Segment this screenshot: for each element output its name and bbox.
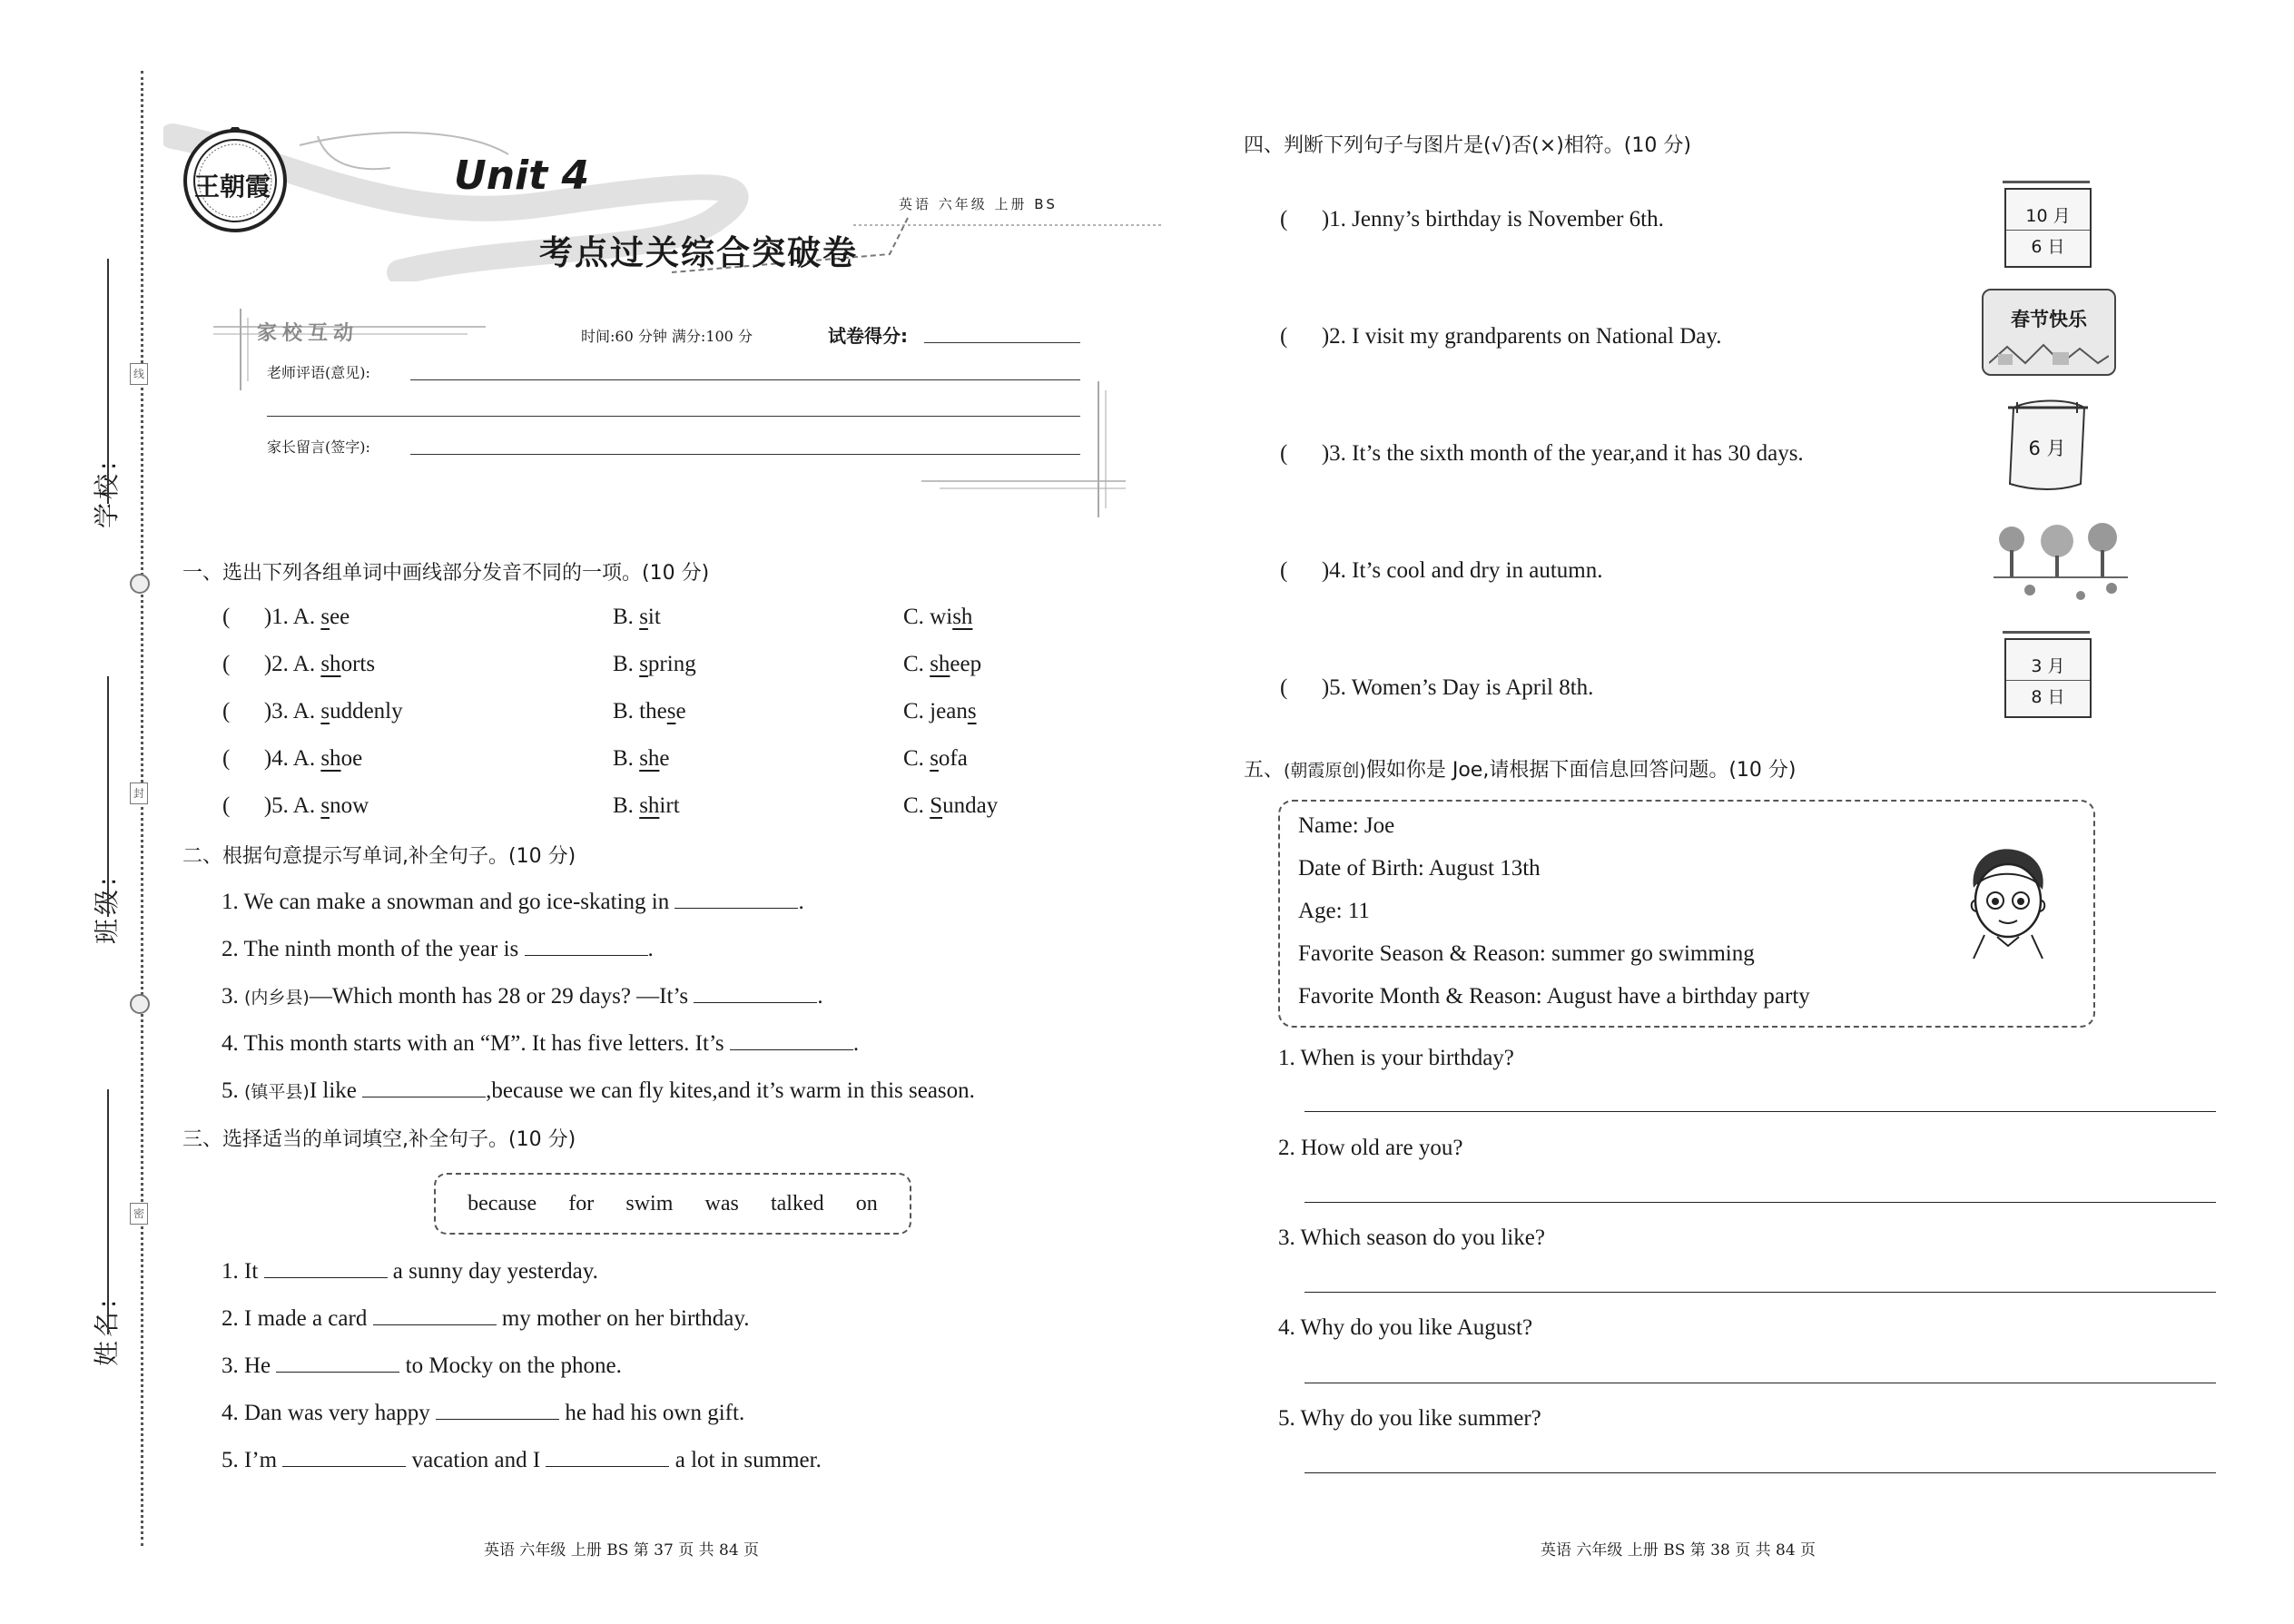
s3-question-4: 4. Dan was very happy he had his own gift. bbox=[222, 1401, 745, 1425]
section-1-title: 一、选出下列各组单词中画线部分发音不同的一项。(10 分) bbox=[182, 562, 710, 585]
info-name: Name: Joe bbox=[1298, 813, 1395, 838]
blank-input[interactable] bbox=[525, 935, 648, 956]
s4-item-5: ( )5. Women’s Day is April 8th. bbox=[1280, 675, 1594, 700]
s1-row-4-c: C. sofa bbox=[903, 746, 968, 771]
word-bank-item: because bbox=[468, 1191, 537, 1216]
binding-mark-line: 线 bbox=[130, 363, 148, 385]
s2-question-2: 2. The ninth month of the year is . bbox=[222, 937, 654, 961]
parent-note-label: 家长留言(签字): bbox=[267, 438, 370, 456]
answer-bracket[interactable]: ( bbox=[1280, 324, 1288, 349]
calendar-ring-bar bbox=[2003, 631, 2090, 645]
answer-bracket[interactable]: ( bbox=[1280, 441, 1288, 466]
card-scenery-illustration bbox=[1989, 336, 2109, 369]
s1-row-2: ( )2. A. shorts bbox=[222, 652, 376, 676]
s4-item-1: ( )1. Jenny’s birthday is November 6th. bbox=[1280, 207, 1664, 231]
word-bank-item: swim bbox=[625, 1191, 674, 1216]
boy-avatar-illustration bbox=[1957, 844, 2057, 962]
word-bank-item: for bbox=[568, 1191, 595, 1216]
blank-input[interactable] bbox=[730, 1029, 853, 1050]
binding-class-line bbox=[107, 676, 109, 917]
spring-festival-card-picture bbox=[1982, 289, 2116, 376]
calendar-day: 8 日 bbox=[2031, 687, 2065, 707]
s3-question-2: 2. I made a card my mother on her birthday. bbox=[222, 1306, 750, 1331]
answer-bracket[interactable]: ( bbox=[222, 793, 231, 818]
parent-note-line bbox=[410, 454, 1080, 455]
blank-input[interactable] bbox=[276, 1352, 399, 1373]
binding-punch-hole bbox=[130, 574, 150, 594]
s1-row-3-c: C. jeans bbox=[903, 699, 977, 723]
info-age: Age: 11 bbox=[1298, 899, 1370, 923]
unit-title: Unit 4 bbox=[454, 153, 590, 199]
s1-row-3: ( )3. A. suddenly bbox=[222, 699, 403, 723]
answer-bracket[interactable]: ( bbox=[222, 746, 231, 771]
home-school-tag: 家校互动 bbox=[257, 322, 359, 345]
s5-question-2: 2. How old are you? bbox=[1278, 1136, 1463, 1160]
blank-input[interactable] bbox=[362, 1077, 486, 1097]
answer-bracket[interactable]: ( bbox=[1280, 207, 1288, 231]
binding-name-label: 姓名: bbox=[92, 1295, 122, 1366]
s1-row-5-b: B. shirt bbox=[613, 793, 680, 818]
blank-input[interactable] bbox=[282, 1446, 406, 1467]
teacher-comment-label: 老师评语(意见): bbox=[267, 364, 370, 381]
calendar-month: 3 月 bbox=[2031, 656, 2065, 676]
word-bank-item: was bbox=[704, 1191, 739, 1216]
binding-mark-seal: 封 bbox=[130, 782, 148, 804]
exam-subtitle: 考点过关综合突破卷 bbox=[539, 232, 858, 272]
calendar-divider bbox=[2006, 230, 2090, 231]
s3-question-3: 3. He to Mocky on the phone. bbox=[222, 1353, 622, 1378]
teacher-comment-line-2 bbox=[267, 416, 1080, 417]
s3-question-5: 5. I’m vacation and I a lot in summer. bbox=[222, 1448, 822, 1472]
s5-answer-line-1[interactable] bbox=[1305, 1111, 2216, 1112]
section-3-title: 三、选择适当的单词填空,补全句子。(10 分) bbox=[182, 1128, 576, 1151]
word-bank-box bbox=[434, 1173, 911, 1235]
s1-row-3-b: B. these bbox=[613, 699, 686, 723]
answer-bracket[interactable]: ( bbox=[222, 699, 231, 723]
score-label: 试卷得分: bbox=[828, 325, 908, 347]
s1-row-1-b: B. sit bbox=[613, 605, 661, 629]
section-2-title: 二、根据句意提示写单词,补全句子。(10 分) bbox=[182, 845, 576, 868]
answer-bracket[interactable]: ( bbox=[222, 652, 231, 676]
s5-question-3: 3. Which season do you like? bbox=[1278, 1225, 1545, 1250]
word-bank-item: talked bbox=[770, 1191, 824, 1216]
word-bank-item: on bbox=[855, 1191, 878, 1216]
blank-input[interactable] bbox=[546, 1446, 669, 1467]
score-line bbox=[924, 342, 1080, 343]
binding-mark-secret: 密 bbox=[130, 1203, 148, 1225]
calendar-picture bbox=[2004, 188, 2092, 268]
binding-name-line bbox=[107, 1089, 109, 1334]
s1-row-1: ( )1. A. see bbox=[222, 605, 350, 629]
calendar-day: 6 日 bbox=[2031, 237, 2065, 257]
blank-input[interactable] bbox=[674, 888, 798, 909]
calendar-divider bbox=[2006, 680, 2090, 681]
book-tag: 英语 六年级 上册 BS bbox=[899, 196, 1058, 212]
s2-question-4: 4. This month starts with an “M”. It has five letters. It’s . bbox=[222, 1031, 860, 1056]
calendar-ring-bar bbox=[2003, 181, 2090, 194]
s5-answer-line-5[interactable] bbox=[1305, 1472, 2216, 1473]
binding-dotted-line bbox=[141, 71, 143, 1546]
binding-school-label: 学校: bbox=[92, 458, 122, 528]
info-birth: Date of Birth: August 13th bbox=[1298, 856, 1541, 881]
calendar-month: 10 月 bbox=[2025, 206, 2071, 226]
womens-day-calendar-picture bbox=[2004, 638, 2092, 718]
s1-row-5: ( )5. A. snow bbox=[222, 793, 369, 818]
s1-row-4: ( )4. A. shoe bbox=[222, 746, 363, 771]
time-score-info: 时间:60 分钟 满分:100 分 bbox=[581, 328, 753, 345]
footer-right-page-info: 英语 六年级 上册 BS 第 38 页 共 84 页 bbox=[1541, 1541, 1816, 1560]
s3-question-1: 1. It a sunny day yesterday. bbox=[222, 1259, 598, 1284]
card-greeting: 春节快乐 bbox=[2011, 309, 2087, 330]
june-calendar-month: 6 月 bbox=[2028, 438, 2066, 459]
s5-question-4: 4. Why do you like August? bbox=[1278, 1315, 1533, 1340]
binding-class-label: 班级: bbox=[92, 873, 122, 944]
s4-item-4: ( )4. It’s cool and dry in autumn. bbox=[1280, 558, 1603, 583]
s5-answer-line-2[interactable] bbox=[1305, 1202, 2216, 1203]
info-season: Favorite Season & Reason: summer go swimming bbox=[1298, 941, 1755, 966]
section-5-title: 五、(朝霞原创)假如你是 Joe,请根据下面信息回答问题。(10 分) bbox=[1244, 759, 1797, 782]
binding-school-line bbox=[107, 259, 109, 504]
s2-question-3: 3. (内乡县)—Which month has 28 or 29 days? —It’s . bbox=[222, 984, 823, 1009]
blank-input[interactable] bbox=[264, 1257, 388, 1278]
blank-input[interactable] bbox=[694, 982, 817, 1003]
s5-question-1: 1. When is your birthday? bbox=[1278, 1046, 1514, 1070]
answer-bracket[interactable]: ( bbox=[1280, 675, 1288, 700]
binding-punch-hole bbox=[130, 994, 150, 1014]
s2-question-5: 5. (镇平县)I like ,because we can fly kites,and it’s warm in this season. bbox=[222, 1078, 975, 1103]
brand-logo-text: 王朝霞 bbox=[194, 172, 271, 202]
answer-bracket[interactable]: ( bbox=[222, 605, 231, 629]
blank-input[interactable] bbox=[436, 1399, 559, 1420]
answer-bracket[interactable]: ( bbox=[1280, 558, 1288, 583]
blank-input[interactable] bbox=[373, 1304, 497, 1325]
teacher-comment-line bbox=[410, 379, 1080, 380]
autumn-scene-picture bbox=[1994, 523, 2128, 606]
s1-row-2-b: B. spring bbox=[613, 652, 696, 676]
s2-question-1: 1. We can make a snowman and go ice-skating in . bbox=[222, 890, 804, 914]
s4-item-2: ( )2. I visit my grandparents on National Day. bbox=[1280, 324, 1722, 349]
s4-item-3: ( )3. It’s the sixth month of the year,and it has 30 days. bbox=[1280, 441, 1804, 466]
s1-row-2-c: C. sheep bbox=[903, 652, 982, 676]
info-month: Favorite Month & Reason: August have a birthday party bbox=[1298, 984, 1810, 1009]
s5-question-5: 5. Why do you like summer? bbox=[1278, 1406, 1541, 1431]
s1-row-1-c: C. wish bbox=[903, 605, 973, 629]
section-4-title: 四、判断下列句子与图片是(√)否(×)相符。(10 分) bbox=[1244, 134, 1691, 157]
footer-left-page-info: 英语 六年级 上册 BS 第 37 页 共 84 页 bbox=[484, 1541, 760, 1560]
s1-row-5-c: C. Sunday bbox=[903, 793, 999, 818]
s5-answer-line-3[interactable] bbox=[1305, 1292, 2216, 1293]
s1-row-4-b: B. she bbox=[613, 746, 670, 771]
